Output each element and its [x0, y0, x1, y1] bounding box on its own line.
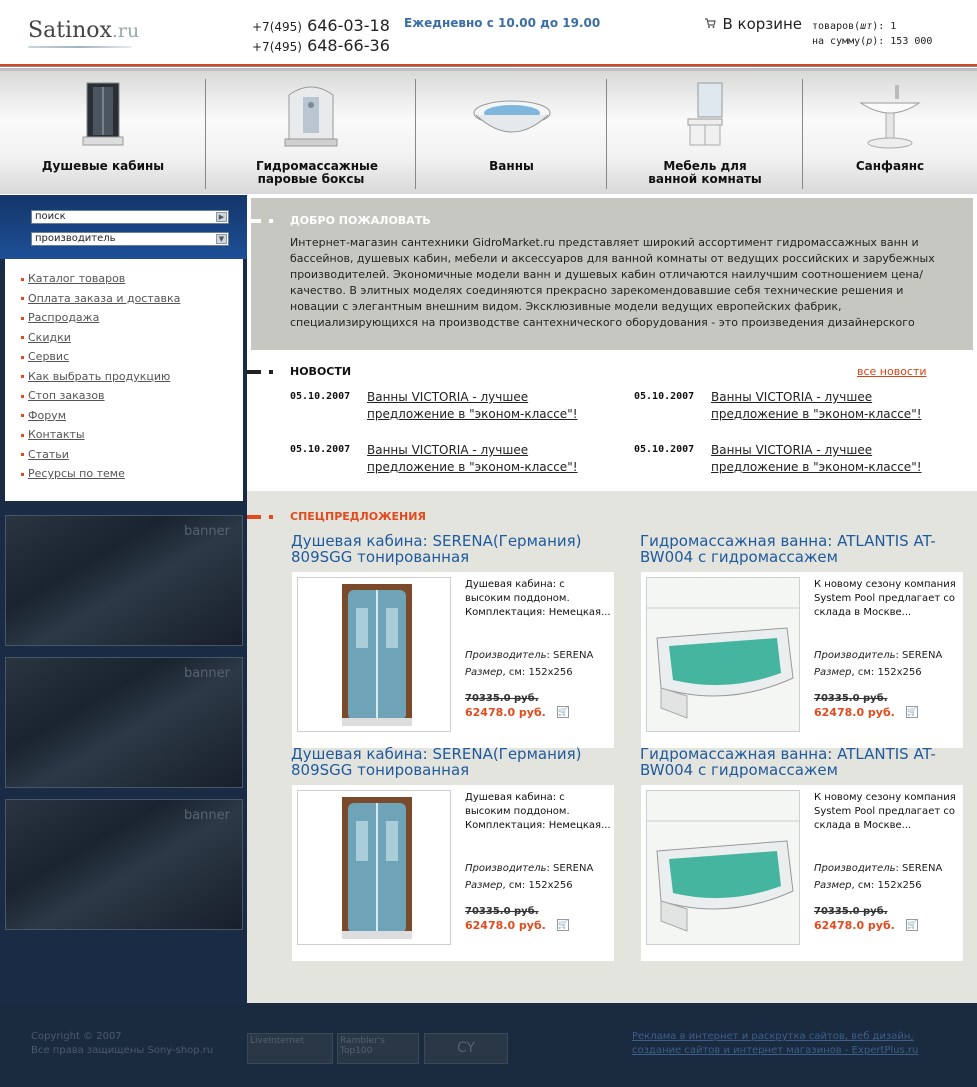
- welcome-title: ДОБРО ПОЖАЛОВАТЬ: [290, 214, 431, 227]
- bathroom-furniture-icon: [680, 79, 730, 154]
- site-header: [0, 0, 977, 66]
- product-title-link[interactable]: Гидромассажная ванна: ATLANTIS AT-BW004 с гидромассажем: [640, 532, 936, 566]
- product-card-body: [641, 785, 963, 961]
- category-bar: [0, 71, 977, 194]
- product-image[interactable]: [297, 790, 451, 945]
- product-maker: : SERENA: [895, 650, 943, 661]
- product-description: К новому сезону компания System Pool предлагает со склада в Москве...: [814, 579, 956, 618]
- product-card-body: [292, 572, 614, 748]
- product-size: , см: 152x256: [502, 880, 573, 891]
- welcome-text: Интернет-магазин сантехники GidroMarket.ru представляет широкий ассортимент гидромассажных ванн и бассейнов, душевых кабин, мебели и аксессуаров для ванной комнаты от ведущих российских и зарубежных производителей. Экономичные модели ванн и душевых кабин отличаются наилучшим соотношением цена/качество. В элитных моделях соединяются прекрасно зарекомендовавшие себя технические решения и новации с элегантным внешним видом. Эксклюзивные модели ведущих европейских фабрик, специализирующихся на производстве сантехнического оборудования - это произведения дизайнерского: [290, 236, 935, 329]
- banner-label: banner: [183, 666, 230, 681]
- logo-underline: [28, 46, 132, 48]
- product-size-label: Размер: [465, 880, 503, 891]
- product-old-price: 70335.0 руб.: [465, 906, 539, 917]
- product-size-label: Размер: [814, 880, 852, 891]
- sidebar: [0, 195, 247, 1003]
- product-size: , см: 152x256: [502, 667, 573, 678]
- steam-box-icon: [281, 79, 341, 152]
- category-bathroom-furniture[interactable]: [607, 71, 803, 194]
- product-old-price: 70335.0 руб.: [814, 906, 888, 917]
- phone-1-number: 646-03-18: [307, 16, 390, 35]
- search-input[interactable]: [31, 210, 229, 224]
- product-title-link[interactable]: Душевая кабина: SERENA(Германия) 809SGG тонированная: [291, 532, 582, 566]
- add-to-cart-icon[interactable]: 🛒: [558, 707, 568, 716]
- product-specs: [465, 647, 593, 681]
- product-title-link[interactable]: Душевая кабина: SERENA(Германия) 809SGG тонированная: [291, 745, 582, 779]
- sink-icon: [855, 79, 925, 154]
- category-label: Ванны: [489, 159, 534, 173]
- bullet-icon: [21, 317, 24, 320]
- sidebar-menu-item: [21, 311, 180, 331]
- category-label: Санфаянс: [855, 159, 925, 173]
- sidebar-menu-list: [21, 272, 180, 487]
- news-title: НОВОСТИ: [290, 365, 352, 378]
- news-headline-link[interactable]: Ванны VICTORIA - лучшее предложение в "эконом-классе"!: [711, 443, 922, 474]
- sidebar-menu-link[interactable]: Распродажа: [28, 311, 100, 324]
- news-date: 05.10.2007: [634, 391, 695, 402]
- banner-label: banner: [183, 524, 230, 539]
- news-headline-link[interactable]: Ванны VICTORIA - лучшее предложение в "эконом-классе"!: [367, 390, 578, 421]
- bullet-icon: [21, 395, 24, 398]
- bathtub-icon: [472, 97, 552, 144]
- sidebar-menu-item: [21, 448, 180, 468]
- product-new-price: 62478.0 руб.: [465, 919, 546, 932]
- product-image[interactable]: [646, 577, 800, 732]
- category-label: Гидромассажные паровые боксы: [256, 159, 379, 186]
- product-new-price: 62478.0 руб.: [814, 919, 895, 932]
- all-news-link[interactable]: все новости: [857, 365, 927, 378]
- counter-badge-3[interactable]: CY: [424, 1033, 508, 1064]
- bullet-icon: [21, 278, 24, 281]
- phone-2: [252, 36, 390, 55]
- cart-items-count: товаров(шт): 1: [812, 21, 897, 32]
- category-shower-cabins[interactable]: [0, 71, 206, 194]
- developer-link-line-1: Реклама в интернет и раскрутка сайтов, веб дизайн,: [632, 1031, 914, 1042]
- product-card-body: [292, 785, 614, 961]
- bullet-icon: [21, 297, 24, 300]
- product-maker: : SERENA: [546, 863, 594, 874]
- bullet-icon: [21, 434, 24, 437]
- special-title: СПЕЦПРЕДЛОЖЕНИЯ: [290, 510, 426, 523]
- product-specs: [814, 647, 942, 681]
- sidebar-menu-link[interactable]: Сервис: [28, 350, 70, 363]
- product-title-link[interactable]: Гидромассажная ванна: ATLANTIS AT-BW004 с гидромассажем: [640, 745, 936, 779]
- sidebar-menu-item: [21, 409, 180, 429]
- sidebar-menu-item: [21, 370, 180, 390]
- heading-dot: [269, 370, 273, 374]
- site-footer: [0, 1003, 977, 1087]
- bullet-icon: [21, 375, 24, 378]
- banner-2[interactable]: [5, 657, 243, 788]
- search-go-icon[interactable]: ▶: [216, 212, 227, 222]
- heading-dot: [269, 219, 273, 223]
- product-size: , см: 152x256: [851, 667, 922, 678]
- news-date: 05.10.2007: [634, 444, 695, 455]
- heading-dot: [269, 515, 273, 519]
- add-to-cart-icon[interactable]: 🛒: [558, 920, 568, 929]
- banner-label: banner: [183, 808, 230, 823]
- working-hours: Ежедневно с 10.00 до 19.00: [404, 16, 601, 30]
- shower-cabin-icon: [81, 79, 125, 152]
- cart-summary: [812, 19, 932, 49]
- sidebar-menu-item: [21, 350, 180, 370]
- developer-link-line-2: создание сайтов и интернет магазинов - ExpertPlus.ru: [632, 1045, 919, 1056]
- banner-1[interactable]: [5, 515, 243, 646]
- bullet-icon: [21, 336, 24, 339]
- manufacturer-select[interactable]: [31, 232, 229, 246]
- chevron-down-icon[interactable]: ▼: [216, 234, 227, 244]
- heading-bar: [247, 219, 261, 223]
- product-maker-label: Производитель: [814, 650, 896, 661]
- category-bathtubs[interactable]: [416, 71, 607, 194]
- product-new-price: 62478.0 руб.: [465, 706, 546, 719]
- heading-bar: [247, 370, 261, 374]
- cart-label: В корзине: [722, 15, 803, 33]
- add-to-cart-icon[interactable]: 🛒: [907, 920, 917, 929]
- sidebar-search-panel: [0, 195, 247, 259]
- product-maker: : SERENA: [895, 863, 943, 874]
- product-maker: : SERENA: [546, 650, 594, 661]
- sidebar-menu-item: [21, 272, 180, 292]
- product-size-label: Размер: [465, 667, 503, 678]
- cart-total-sum: на сумму(р): 153 000: [812, 36, 933, 47]
- sidebar-menu-item: [21, 292, 180, 312]
- phone-1: [252, 16, 390, 35]
- heading-bar: [247, 515, 261, 519]
- product-old-price: 70335.0 руб.: [814, 693, 888, 704]
- welcome-section: [251, 198, 973, 350]
- sidebar-menu-item: [21, 467, 180, 487]
- product-size-label: Размер: [814, 667, 852, 678]
- product-image[interactable]: [646, 790, 800, 945]
- copyright-line-2: Все права защищены Sony-shop.ru: [31, 1045, 214, 1056]
- copyright-line-1: Copyright © 2007: [31, 1031, 122, 1042]
- sidebar-menu: [5, 259, 243, 501]
- copyright: [31, 1030, 213, 1058]
- bullet-icon: [21, 414, 24, 417]
- manufacturer-select-value: производитель: [35, 233, 116, 244]
- sidebar-menu-link[interactable]: Скидки: [28, 330, 71, 344]
- bullet-icon: [21, 473, 24, 476]
- phone-2-code: +7(495): [252, 40, 302, 54]
- sidebar-menu-link[interactable]: Каталог товаров: [28, 272, 126, 285]
- cart-icon: [704, 17, 716, 29]
- product-old-price: 70335.0 руб.: [465, 693, 539, 704]
- counter-badge-1[interactable]: LiveInternet: [247, 1033, 333, 1064]
- developer-link[interactable]: [632, 1030, 918, 1058]
- sidebar-menu-link[interactable]: Ресурсы по теме: [28, 467, 125, 480]
- news-date: 05.10.2007: [290, 444, 351, 455]
- sidebar-menu-link[interactable]: Стоп заказов: [28, 389, 105, 402]
- product-card-body: [641, 572, 963, 748]
- product-maker-label: Производитель: [465, 650, 547, 661]
- category-label: Мебель для ванной комнаты: [648, 159, 762, 186]
- sidebar-menu-link[interactable]: Контакты: [28, 428, 85, 441]
- product-image[interactable]: [297, 577, 451, 732]
- product-maker-label: Производитель: [814, 863, 896, 874]
- product-description: Душевая кабина: с высоким поддоном. Комплектация: Немецкая...: [465, 579, 611, 618]
- product-specs: [814, 860, 942, 894]
- add-to-cart-icon[interactable]: 🛒: [907, 707, 917, 716]
- bullet-icon: [21, 356, 24, 359]
- header-divider: [0, 64, 977, 67]
- news-section: [251, 354, 973, 491]
- special-offers-section: [247, 491, 977, 1003]
- sidebar-menu-link[interactable]: Статьи: [28, 447, 69, 461]
- sidebar-menu-link[interactable]: Как выбрать продукцию: [28, 369, 171, 383]
- logo-main: Satinox: [28, 18, 112, 43]
- site-logo[interactable]: [28, 18, 139, 43]
- product-description: Душевая кабина: с высоким поддоном. Комплектация: Немецкая...: [465, 792, 611, 831]
- sidebar-menu-link[interactable]: Оплата заказа и доставка: [28, 291, 181, 305]
- bullet-icon: [21, 453, 24, 456]
- logo-tld: .ru: [111, 20, 140, 42]
- news-headline-link[interactable]: Ванны VICTORIA - лучшее предложение в "эконом-классе"!: [367, 443, 578, 474]
- news-headline-link[interactable]: Ванны VICTORIA - лучшее предложение в "эконом-классе"!: [711, 390, 922, 421]
- cart-link[interactable]: [704, 15, 802, 33]
- category-sanitary-ceramics[interactable]: [803, 71, 977, 194]
- phone-1-code: +7(495): [252, 20, 302, 34]
- sidebar-menu-item: [21, 428, 180, 448]
- banner-3[interactable]: [5, 799, 243, 930]
- search-input-value: поиск: [35, 211, 66, 222]
- sidebar-menu-item: [21, 331, 180, 351]
- product-size: , см: 152x256: [851, 880, 922, 891]
- product-specs: [465, 860, 593, 894]
- phone-2-number: 648-66-36: [307, 36, 390, 55]
- product-maker-label: Производитель: [465, 863, 547, 874]
- category-steam-boxes[interactable]: [206, 71, 416, 194]
- category-label: Душевые кабины: [41, 159, 165, 173]
- sidebar-menu-link[interactable]: Форум: [28, 408, 66, 422]
- sidebar-menu-item: [21, 389, 180, 409]
- counter-badge-2[interactable]: Rambler's Top100: [337, 1033, 419, 1064]
- news-date: 05.10.2007: [290, 391, 351, 402]
- product-description: К новому сезону компания System Pool предлагает со склада в Москве...: [814, 792, 956, 831]
- product-new-price: 62478.0 руб.: [814, 706, 895, 719]
